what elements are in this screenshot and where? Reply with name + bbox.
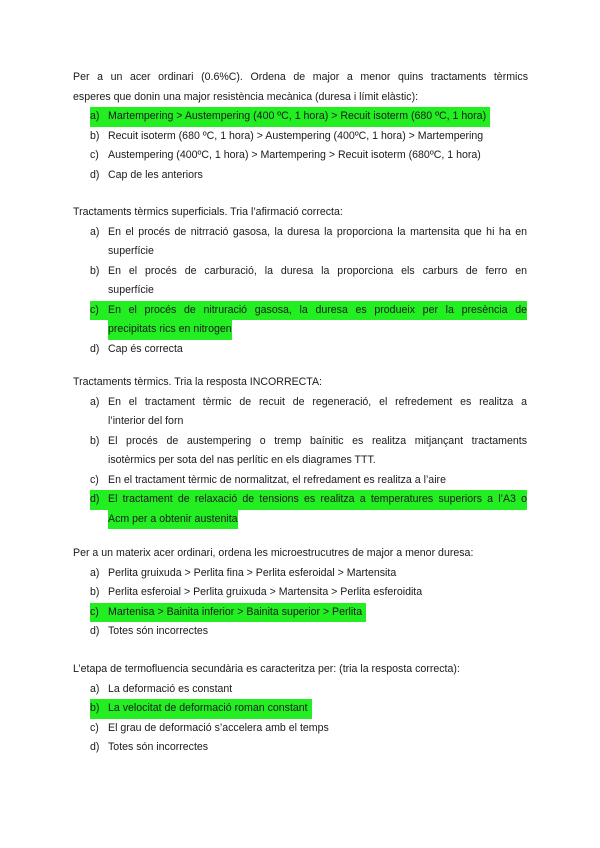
question-stem <box>73 660 528 680</box>
option-letter: b) <box>90 264 100 277</box>
option-letter: d) <box>90 741 100 753</box>
option-letter: a) <box>90 682 100 695</box>
option-text <box>108 127 527 147</box>
option-text-line: En el tractament tèrmic de recuit de regeneració, el refredement es realitza a <box>108 395 527 408</box>
option-text-line: Martempering > Austempering (400 ºC, 1 hora) > Recuit isoterm (680 ºC, 1 hora) <box>108 107 490 127</box>
option-letter: c) <box>90 301 117 321</box>
option-letter: d) <box>90 490 117 510</box>
option-text-line: Totes són incorrectes <box>108 625 209 637</box>
option-text-line: Totes són incorrectes <box>108 741 209 753</box>
option-text-line: Austempering (400ºC, 1 hora) > Martempering > Recuit isoterm (680ºC, 1 hora) <box>108 149 481 161</box>
option-text <box>108 603 527 623</box>
option-text <box>108 490 527 529</box>
option-text <box>108 146 527 166</box>
option-text-line: Perlita gruixuda > Perlita fina > Perlita esferoidal > Martensita <box>108 566 397 579</box>
option-letter: a) <box>90 566 100 579</box>
option-text-line: Cap de les anteriors <box>108 168 203 181</box>
option-text-line: En el procés de carburació, la duresa la proporciona els carburs de ferro en <box>108 264 527 277</box>
option-text-line: Acm per a obtenir austenita <box>108 510 238 530</box>
question-stem-line: Tractaments tèrmics superficials. Tria l’afirmació correcta: <box>73 206 343 218</box>
option-letter: b) <box>90 586 100 598</box>
option-text-line: Cap és correcta <box>108 342 183 355</box>
option-text-line: superfície <box>108 284 154 296</box>
option-text-line: Recuit isoterm (680 ºC, 1 hora) > Austempering (400ºC, 1 hora) > Martempering <box>108 129 484 142</box>
question-stem-line: esperes que donin una major resistència mecànica (duresa i límit elàstic): <box>73 90 419 103</box>
option-text-line: precipitats rics en nitrogen <box>108 320 232 340</box>
question-stem-line: L’etapa de termofluencia secundària es caracteritza per: (tria la resposta correcta): <box>73 663 460 675</box>
option-text-line: En el procés de nitruració gasosa, la duresa es produeix per la presència de <box>108 301 527 321</box>
option-text <box>108 340 527 360</box>
option-text <box>108 166 527 186</box>
option-text-line: En el tractament tèrmic de normalitzat, el refredament es realitza a l’aire <box>108 473 446 486</box>
question-stem <box>73 544 528 564</box>
question-stem <box>73 373 528 393</box>
option-letter: b) <box>90 699 117 719</box>
option-text-line: El tractament de relaxació de tensions es realitza a temperatures superiors a l’A3 o <box>108 490 527 510</box>
option-letter: c) <box>90 149 99 161</box>
question-stem <box>73 68 528 107</box>
option-text-line: En el procés de nitrració gasosa, la duresa la proporciona la martensita que hi ha en <box>108 225 527 238</box>
option-text <box>108 432 527 471</box>
question-stem <box>73 203 528 223</box>
option-letter: c) <box>90 473 99 486</box>
question-stem-line: Per a un acer ordinari (0.6%C). Ordena de major a menor quins tractaments tèrmics <box>73 71 528 83</box>
option-text <box>108 680 527 700</box>
option-text <box>108 738 527 758</box>
option-letter: d) <box>90 625 100 637</box>
option-text-line: superfície <box>108 245 154 257</box>
option-letter: b) <box>90 434 100 447</box>
option-text <box>108 223 527 262</box>
option-letter: a) <box>90 395 100 408</box>
option-text <box>108 583 527 603</box>
question-stem-line: Tractaments tèrmics. Tria la resposta INCORRECTA: <box>73 376 323 388</box>
option-text <box>108 107 527 127</box>
option-text-line: La velocitat de deformació roman constant <box>108 699 312 719</box>
option-text <box>108 622 527 642</box>
option-text-line: l’interior del forn <box>108 415 184 427</box>
option-letter: d) <box>90 342 100 355</box>
option-text-line: El grau de deformació s’accelera amb el temps <box>108 721 329 734</box>
option-text <box>108 471 527 491</box>
option-text <box>108 301 527 340</box>
option-letter: b) <box>90 129 100 142</box>
option-letter: a) <box>90 107 117 127</box>
option-text <box>108 719 527 739</box>
option-text-line: La deformació es constant <box>108 682 233 695</box>
option-text-line: isotèrmics per sota del nas perlític en els diagrames TTT. <box>108 454 376 466</box>
option-text <box>108 564 527 584</box>
option-text-line: Perlita esferoial > Perlita gruixuda > Martensita > Perlita esferoidita <box>108 586 423 598</box>
option-text-line: El procés de austempering o tremp baínitic es realitza mitjançant tractaments <box>108 434 527 447</box>
option-letter: c) <box>90 721 99 734</box>
option-text-line: Martenisa > Bainita inferior > Bainita superior > Perlita <box>108 603 366 623</box>
question-stem-line: Per a un materix acer ordinari, ordena les microestrucutres de major a menor duresa: <box>73 547 474 559</box>
option-text <box>108 699 527 719</box>
option-text <box>108 262 527 301</box>
option-letter: d) <box>90 168 100 181</box>
option-letter: c) <box>90 603 117 623</box>
option-text <box>108 393 527 432</box>
option-letter: a) <box>90 225 100 238</box>
